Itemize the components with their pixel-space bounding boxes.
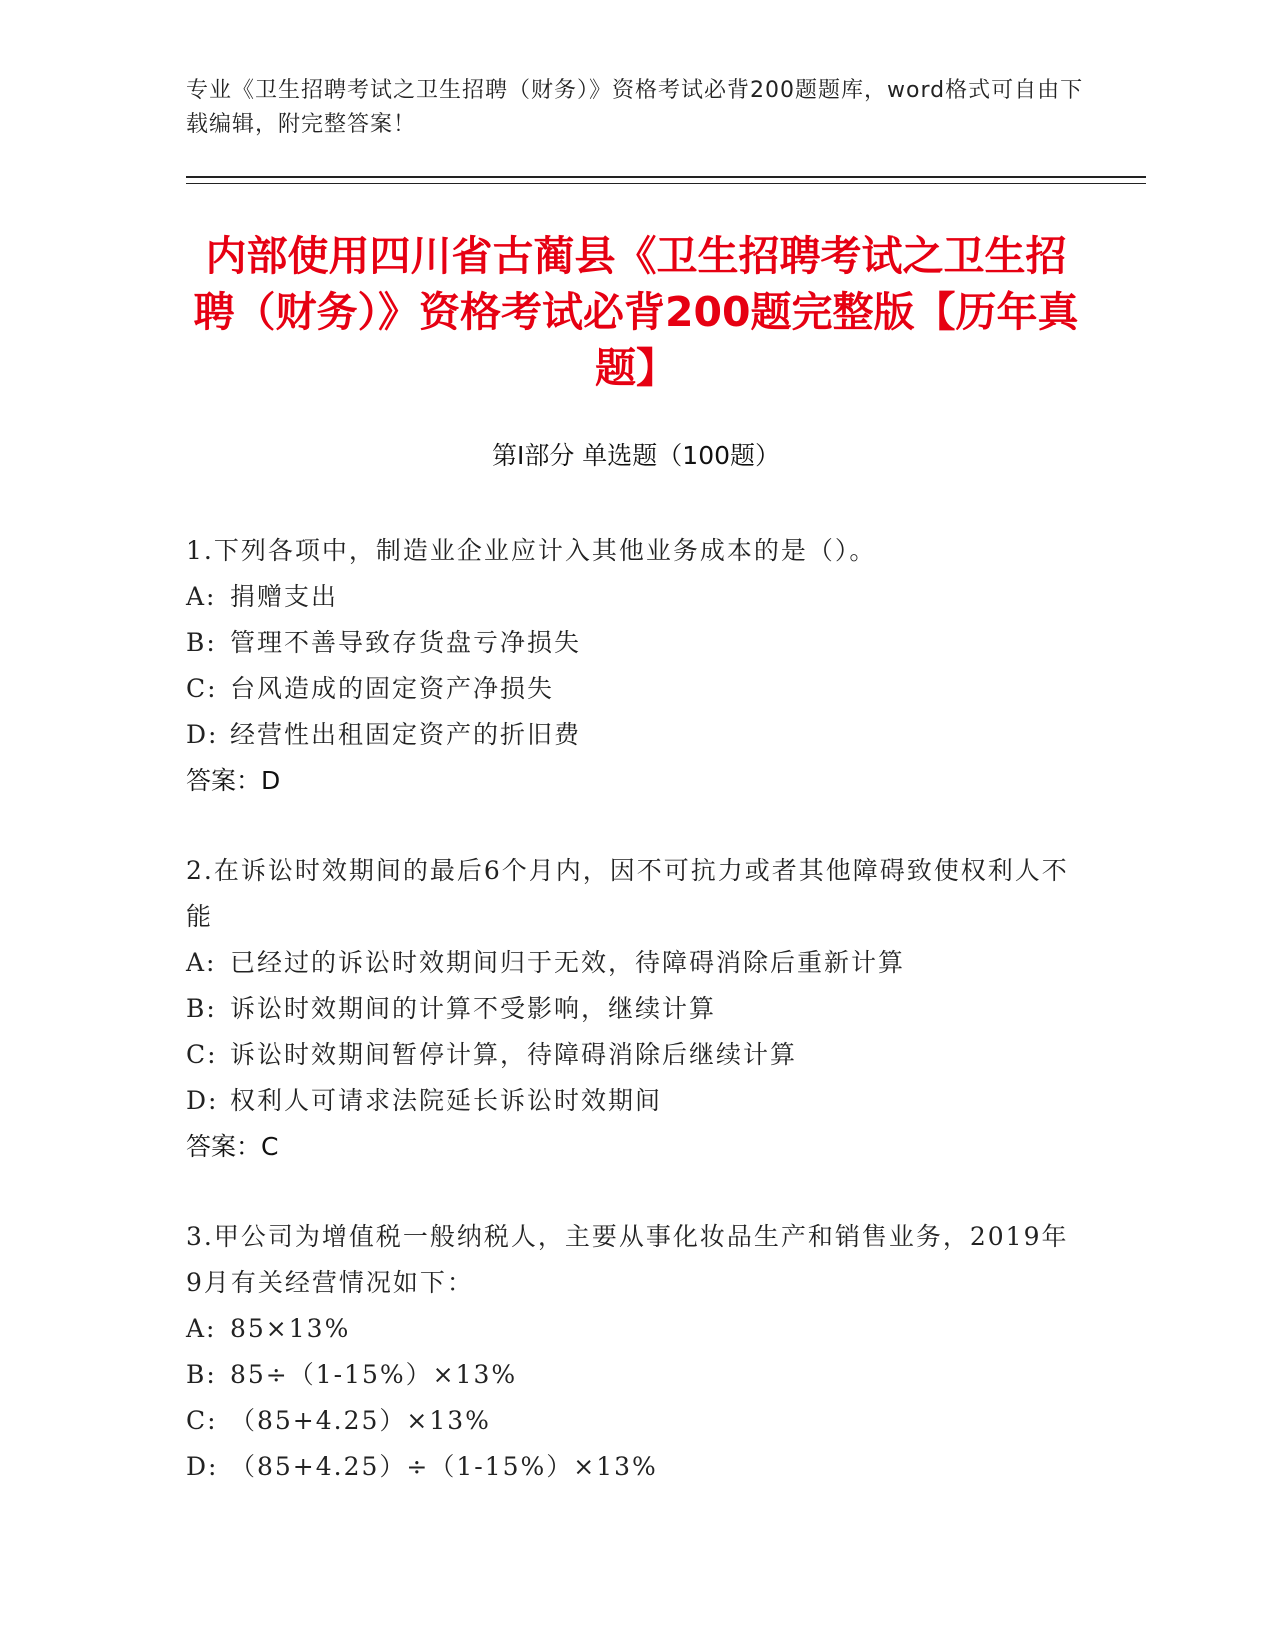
option-d xyxy=(186,1078,1086,1124)
question-list xyxy=(186,528,1086,1534)
header-rule-thick xyxy=(186,176,1146,178)
option-key: A: xyxy=(186,1314,217,1343)
answer-line: 答案：D xyxy=(186,766,281,795)
option-d xyxy=(186,1444,1086,1490)
option-b xyxy=(186,986,1086,1032)
option-key: D: xyxy=(186,1452,219,1481)
option-c xyxy=(186,666,1086,712)
option-text: 管理不善导致存货盘亏净损失 xyxy=(230,628,582,657)
option-key: C: xyxy=(186,674,218,703)
option-a xyxy=(186,940,1086,986)
question-2 xyxy=(186,848,1086,1170)
option-a xyxy=(186,574,1086,620)
option-key: A: xyxy=(186,948,217,977)
option-text: 台风造成的固定资产净损失 xyxy=(230,674,555,703)
option-d xyxy=(186,712,1086,758)
option-a xyxy=(186,1306,1086,1352)
option-c xyxy=(186,1398,1086,1444)
option-text: 捐赠支出 xyxy=(230,582,339,611)
option-b xyxy=(186,1352,1086,1398)
header-note: 专业《卫生招聘考试之卫生招聘（财务）》资格考试必背200题题库，word格式可自由下载编辑，附完整答案！ xyxy=(186,78,1084,137)
question-1 xyxy=(186,528,1086,804)
option-key: C: xyxy=(186,1040,218,1069)
option-key: B: xyxy=(186,628,217,657)
option-text: 权利人可请求法院延长诉讼时效期间 xyxy=(230,1086,663,1115)
question-stem: 1.下列各项中，制造业企业应计入其他业务成本的是（）。 xyxy=(186,536,877,565)
option-c xyxy=(186,1032,1086,1078)
question-stem: 2.在诉讼时效期间的最后6个月内，因不可抗力或者其他障碍致使权利人不能 xyxy=(186,856,1069,931)
question-3 xyxy=(186,1214,1086,1490)
option-key: B: xyxy=(186,994,217,1023)
option-text: （85+4.25）÷（1-15%）×13% xyxy=(230,1452,658,1481)
option-key: A: xyxy=(186,582,217,611)
answer-line: 答案：C xyxy=(186,1132,279,1161)
option-b xyxy=(186,620,1086,666)
option-text: 85×13% xyxy=(230,1314,351,1343)
section-heading: 第I部分 单选题（100题） xyxy=(491,441,781,470)
option-text: 诉讼时效期间暂停计算，待障碍消除后继续计算 xyxy=(230,1040,798,1069)
question-stem: 3.甲公司为增值税一般纳税人，主要从事化妆品生产和销售业务，2019年9月有关经营情况如下： xyxy=(186,1222,1069,1297)
header-rule-thin xyxy=(186,183,1146,184)
option-key: D: xyxy=(186,1086,219,1115)
option-text: （85+4.25）×13% xyxy=(230,1406,491,1435)
option-key: C: xyxy=(186,1406,218,1435)
document-title: 内部使用四川省古蔺县《卫生招聘考试之卫生招聘（财务）》资格考试必背200题完整版【历年真题】 xyxy=(193,232,1079,392)
option-key: B: xyxy=(186,1360,217,1389)
option-key: D: xyxy=(186,720,219,749)
option-text: 已经过的诉讼时效期间归于无效，待障碍消除后重新计算 xyxy=(230,948,906,977)
option-text: 诉讼时效期间的计算不受影响，继续计算 xyxy=(230,994,717,1023)
option-text: 85÷（1-15%）×13% xyxy=(230,1360,518,1389)
option-text: 经营性出租固定资产的折旧费 xyxy=(230,720,582,749)
